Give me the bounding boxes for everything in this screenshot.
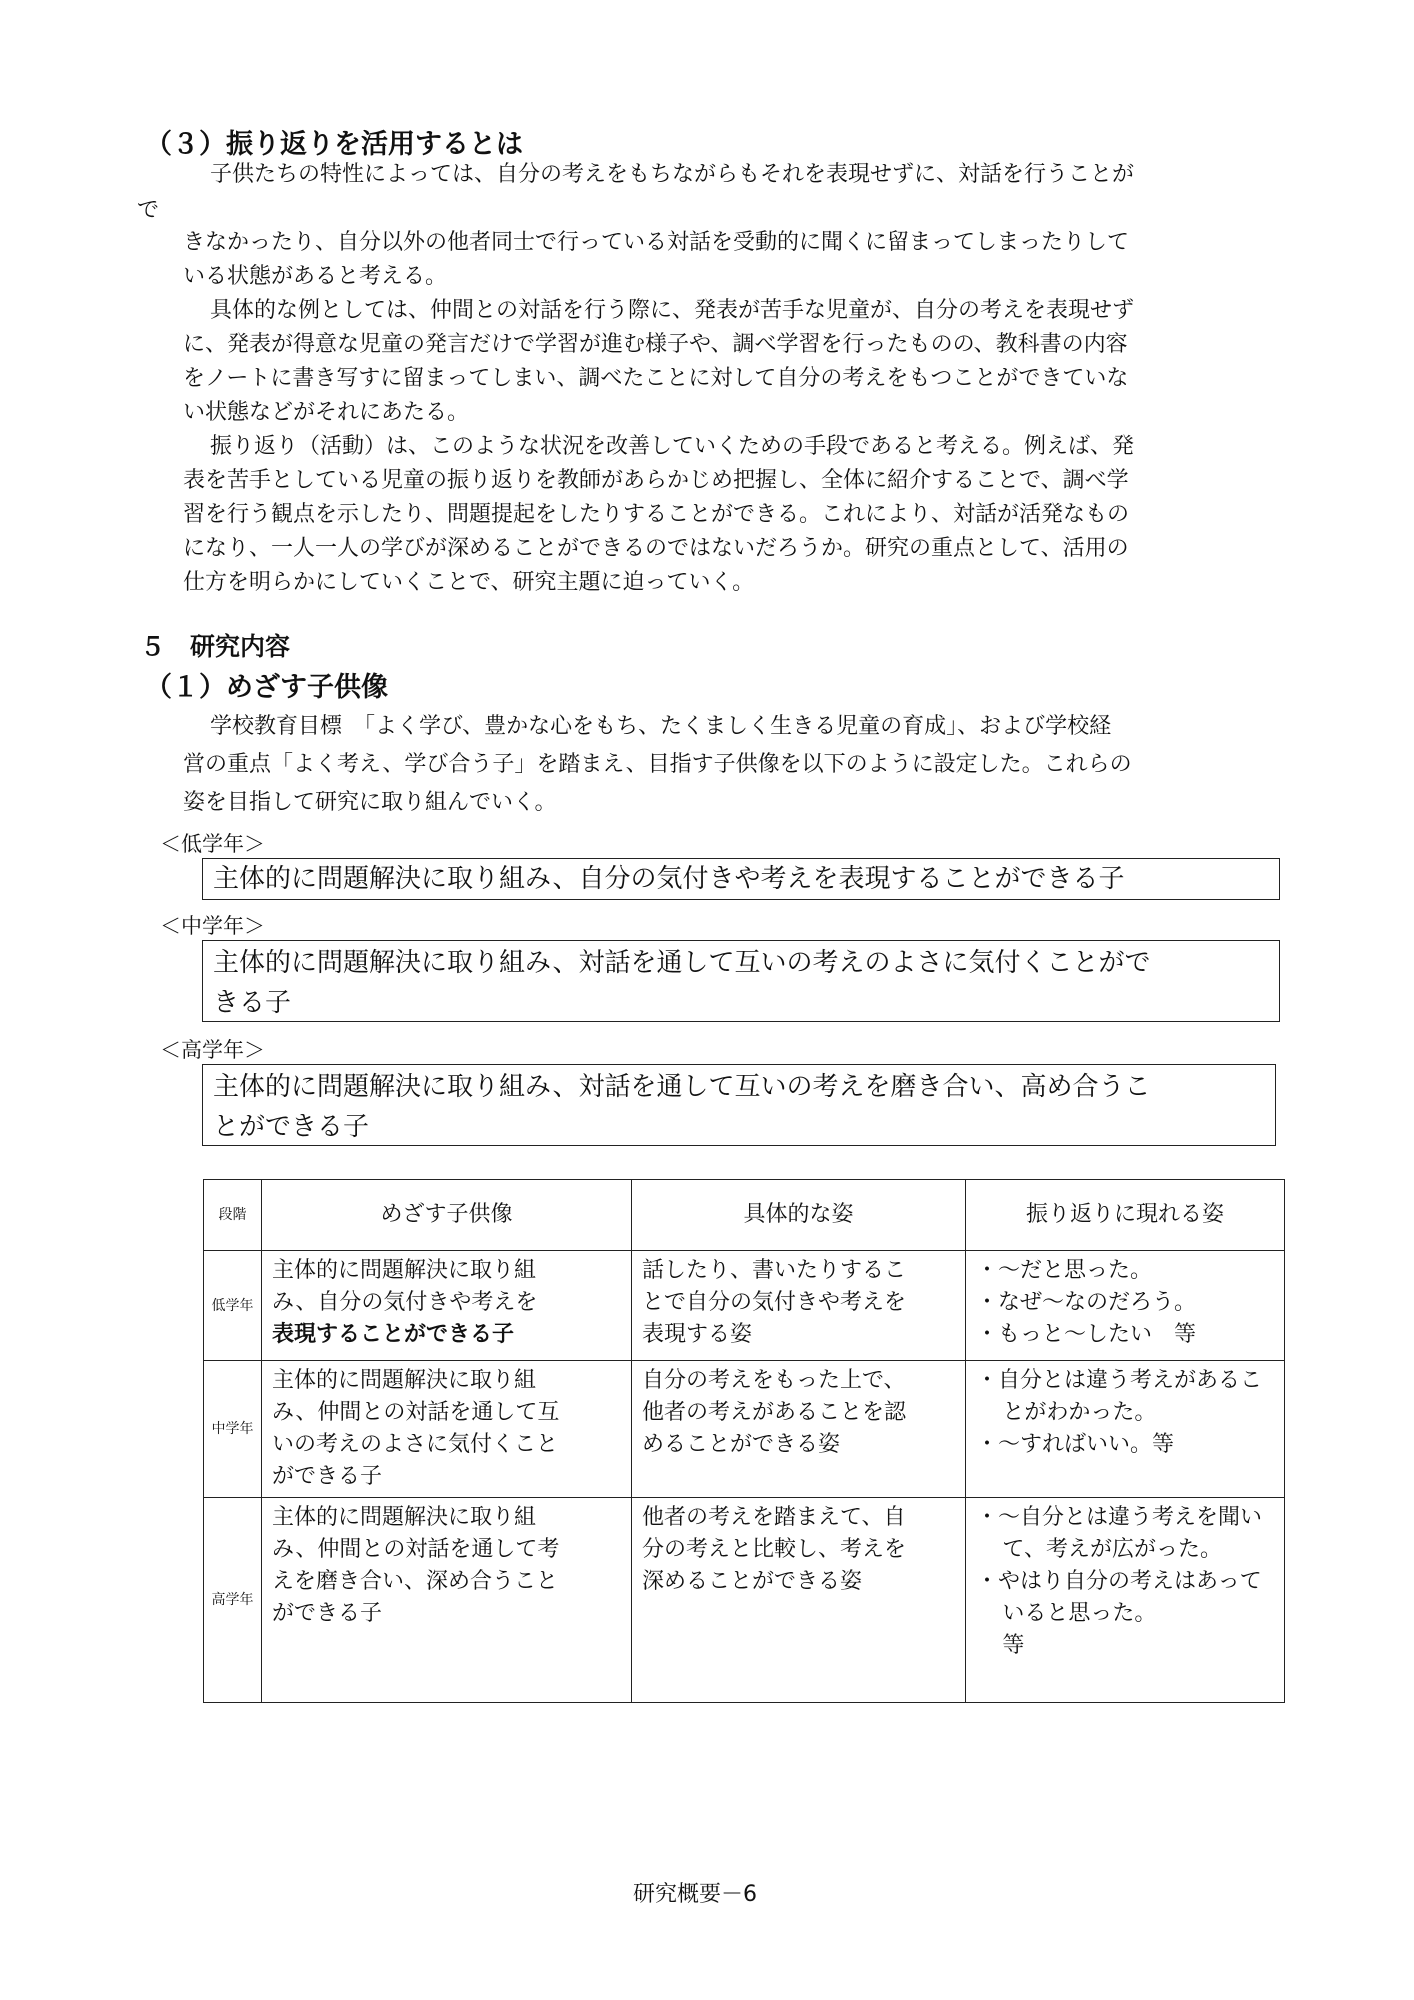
cell-line: 分の考えと比較し、考えを xyxy=(642,1537,907,1562)
goal-cell xyxy=(262,1251,632,1361)
sub-heading-1: （１）めざす子供像 xyxy=(145,672,388,703)
goal-box-upper xyxy=(202,1064,1276,1146)
cell-line: ・～だと思った。 xyxy=(976,1258,1153,1283)
page-footer: 研究概要－6 xyxy=(633,1882,757,1907)
goal-cell xyxy=(262,1361,632,1498)
paragraph-line: 子供たちの特性によっては、自分の考えをもちながらもそれを表現せずに、対話を行うことが xyxy=(210,162,1135,187)
header-reflection: 振り返りに現れる姿 xyxy=(966,1180,1285,1251)
cell-line: 深めることができる姿 xyxy=(642,1569,863,1594)
goal-box-lower: 主体的に問題解決に取り組み、自分の気付きや考えを表現することができる子 xyxy=(202,858,1280,900)
paragraph-line: になり、一人一人の学びが深めることができるのではないだろうか。研究の重点として、活用の xyxy=(183,536,1129,561)
goal-box-line: とができる子 xyxy=(213,1112,370,1142)
cell-line: 等 xyxy=(1002,1633,1025,1658)
figure-cell xyxy=(632,1251,966,1361)
reflection-cell xyxy=(966,1361,1285,1498)
cell-line: 他者の考えを踏まえて、自 xyxy=(642,1505,906,1530)
paragraph-line: 習を行う観点を示したり、問題提起をしたりすることができる。これにより、対話が活発なもの xyxy=(183,502,1130,527)
cell-line: ・自分とは違う考えがあることがわかった。 xyxy=(976,1368,1263,1425)
cell-line: ができる子 xyxy=(272,1464,383,1489)
figure-cell xyxy=(632,1498,966,1703)
table-row xyxy=(204,1361,1285,1498)
cell-line: ・もっと～したい 等 xyxy=(976,1322,1197,1347)
paragraph-line: いる状態があると考える。 xyxy=(183,264,448,289)
cell-line: ・やはり自分の考えはあっていると思った。 xyxy=(976,1569,1262,1626)
reflection-cell xyxy=(966,1251,1285,1361)
table-header-row xyxy=(204,1180,1285,1251)
paragraph-line: 具体的な例としては、仲間との対話を行う際に、発表が苦手な児童が、自分の考えを表現せず xyxy=(210,298,1135,323)
paragraph-line: きなかったり、自分以外の他者同士で行っている対話を受動的に聞くに留まってしまったりして xyxy=(183,230,1130,255)
intro-line: 営の重点「よく考え、学び合う子」を踏まえ、目指す子供像を以下のように設定した。これらの xyxy=(183,752,1132,777)
paragraph-line: 表を苦手としている児童の振り返りを教師があらかじめ把握し、全体に紹介することで、調べ学 xyxy=(183,468,1129,493)
stage-cell: 低学年 xyxy=(204,1251,262,1361)
table-row xyxy=(204,1498,1285,1703)
paragraph-line: 振り返り（活動）は、このような状況を改善していくための手段であると考える。例えば、発 xyxy=(210,434,1135,459)
reflection-cell xyxy=(966,1498,1285,1703)
paragraph-line: い状態などがそれにあたる。 xyxy=(183,400,470,425)
cell-line: 他者の考えがあることを認 xyxy=(642,1400,907,1425)
intro-line: 姿を目指して研究に取り組んでいく。 xyxy=(183,790,557,815)
cell-line: 主体的に問題解決に取り組 xyxy=(272,1258,537,1283)
cell-line: 主体的に問題解決に取り組 xyxy=(272,1505,537,1530)
goals-table xyxy=(203,1179,1285,1703)
stage-cell: 中学年 xyxy=(204,1361,262,1498)
grade-label-middle: ＜中学年＞ xyxy=(160,914,265,938)
cell-line: とで自分の気付きや考えを xyxy=(642,1290,907,1315)
goal-box-middle xyxy=(202,940,1280,1022)
header-goal: めざす子供像 xyxy=(262,1180,632,1251)
cell-line: み、仲間との対話を通して互 xyxy=(272,1400,560,1425)
cell-line: ・～自分とは違う考えを聞いて、考えが広がった。 xyxy=(976,1505,1263,1562)
cell-line: 主体的に問題解決に取り組 xyxy=(272,1368,537,1393)
paragraph-line: に、発表が得意な児童の発言だけで学習が進む様子や、調べ学習を行ったものの、教科書の内容 xyxy=(183,332,1128,357)
intro-line: 学校教育目標 「よく学び、豊かな心をもち、たくましく生きる児童の育成」、および学校経 xyxy=(210,714,1112,739)
goal-cell xyxy=(262,1498,632,1703)
grade-label-upper: ＜高学年＞ xyxy=(160,1038,265,1062)
section-heading-3: （３）振り返りを活用するとは xyxy=(145,129,523,160)
cell-line: ・なぜ～なのだろう。 xyxy=(976,1290,1197,1315)
cell-line: いの考えのよさに気付くこと xyxy=(272,1432,559,1457)
goal-box-line: 主体的に問題解決に取り組み、対話を通して互いの考えを磨き合い、高め合うこ xyxy=(213,1072,1151,1102)
cell-line: み、自分の気付きや考えを xyxy=(272,1290,538,1315)
cell-line: ・～すればいい。等 xyxy=(976,1432,1175,1457)
table-row xyxy=(204,1251,1285,1361)
paragraph-line: をノートに書き写すに留まってしまい、調べたことに対して自分の考えをもつことができていな xyxy=(183,366,1129,391)
cell-line: ができる子 xyxy=(272,1601,383,1626)
header-stage: 段階 xyxy=(204,1180,262,1251)
figure-cell xyxy=(632,1361,966,1498)
goal-box-line: 主体的に問題解決に取り組み、対話を通して互いの考えのよさに気付くことがで xyxy=(213,948,1151,978)
section-heading-5: ５ 研究内容 xyxy=(140,632,291,661)
cell-line: 表現する姿 xyxy=(642,1322,753,1347)
header-figure: 具体的な姿 xyxy=(632,1180,966,1251)
cell-line: 表現することができる子 xyxy=(272,1322,515,1347)
cell-line: 話したり、書いたりするこ xyxy=(642,1258,907,1283)
goal-box-line: きる子 xyxy=(213,988,292,1018)
paragraph-line: で xyxy=(137,198,160,223)
cell-line: 自分の考えをもった上で、 xyxy=(642,1368,906,1393)
stage-cell: 高学年 xyxy=(204,1498,262,1703)
grade-label-lower: ＜低学年＞ xyxy=(160,832,265,856)
paragraph-line: 仕方を明らかにしていくことで、研究主題に迫っていく。 xyxy=(183,570,755,595)
cell-line: み、仲間との対話を通して考 xyxy=(272,1537,560,1562)
cell-line: めることができる姿 xyxy=(642,1432,841,1457)
cell-line: えを磨き合い、深め合うこと xyxy=(272,1569,559,1594)
